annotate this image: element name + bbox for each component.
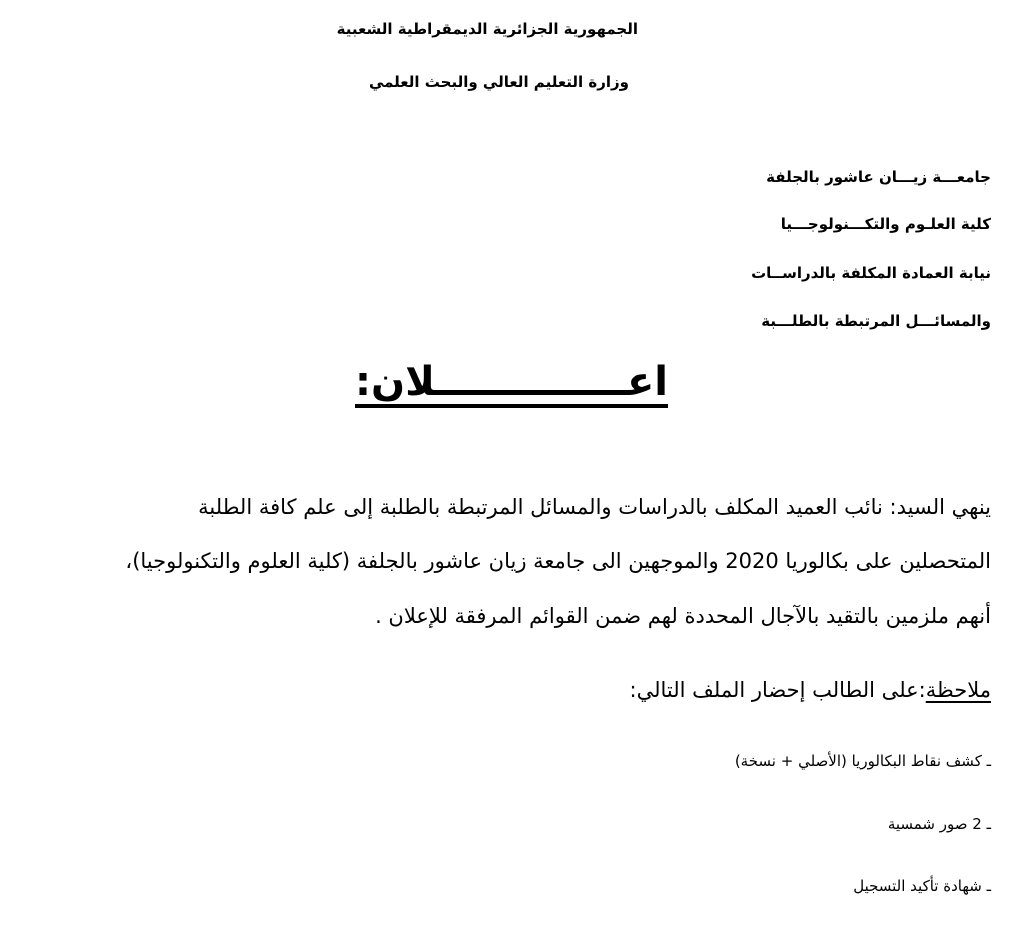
university-name: جامعـــة زيـــان عاشور بالجلفة (766, 168, 991, 186)
announcement-title: اعــــــــــــــلان: (355, 362, 668, 408)
ministry-header: وزارة التعليم العالي والبحث العلمي (368, 73, 629, 91)
paragraph-line-2: المتحصلين على بكالوريا 2020 والموجهين الى جامعة زيان عاشور بالجلفة (كلية العلوم والتكنولوجيا)، (125, 549, 991, 573)
faculty-name: كلية العلـوم والتكـــنولوجـــيا (780, 215, 991, 233)
document-item-2: ـ 2 صور شمسية (887, 815, 991, 833)
paragraph-line-1: ينهي السيد: نائب العميد المكلف بالدراسات والمسائل المرتبطة بالطلبة إلى علم كافة الطلبة (198, 495, 991, 519)
document-item-3: ـ شهادة تأكيد التسجيل (853, 877, 991, 895)
document-item-1: ـ كشف نقاط البكالوريا (الأصلي + نسخة) (734, 752, 991, 770)
note-text: :على الطالب إحضار الملف التالي: (629, 678, 926, 702)
republic-header: الجمهورية الجزائرية الديمقراطية الشعبية (336, 20, 638, 38)
deanery-line-1: نيابة العمادة المكلفة بالدراســات (751, 264, 991, 282)
paragraph-line-3: أنهم ملزمين بالتقيد بالآجال المحددة لهم ضمن القوائم المرفقة للإعلان . (375, 604, 991, 628)
note-line (630, 678, 991, 702)
deanery-line-2: والمسائـــل المرتبطة بالطلـــبة (761, 312, 991, 330)
note-label: ملاحظة (925, 678, 991, 702)
